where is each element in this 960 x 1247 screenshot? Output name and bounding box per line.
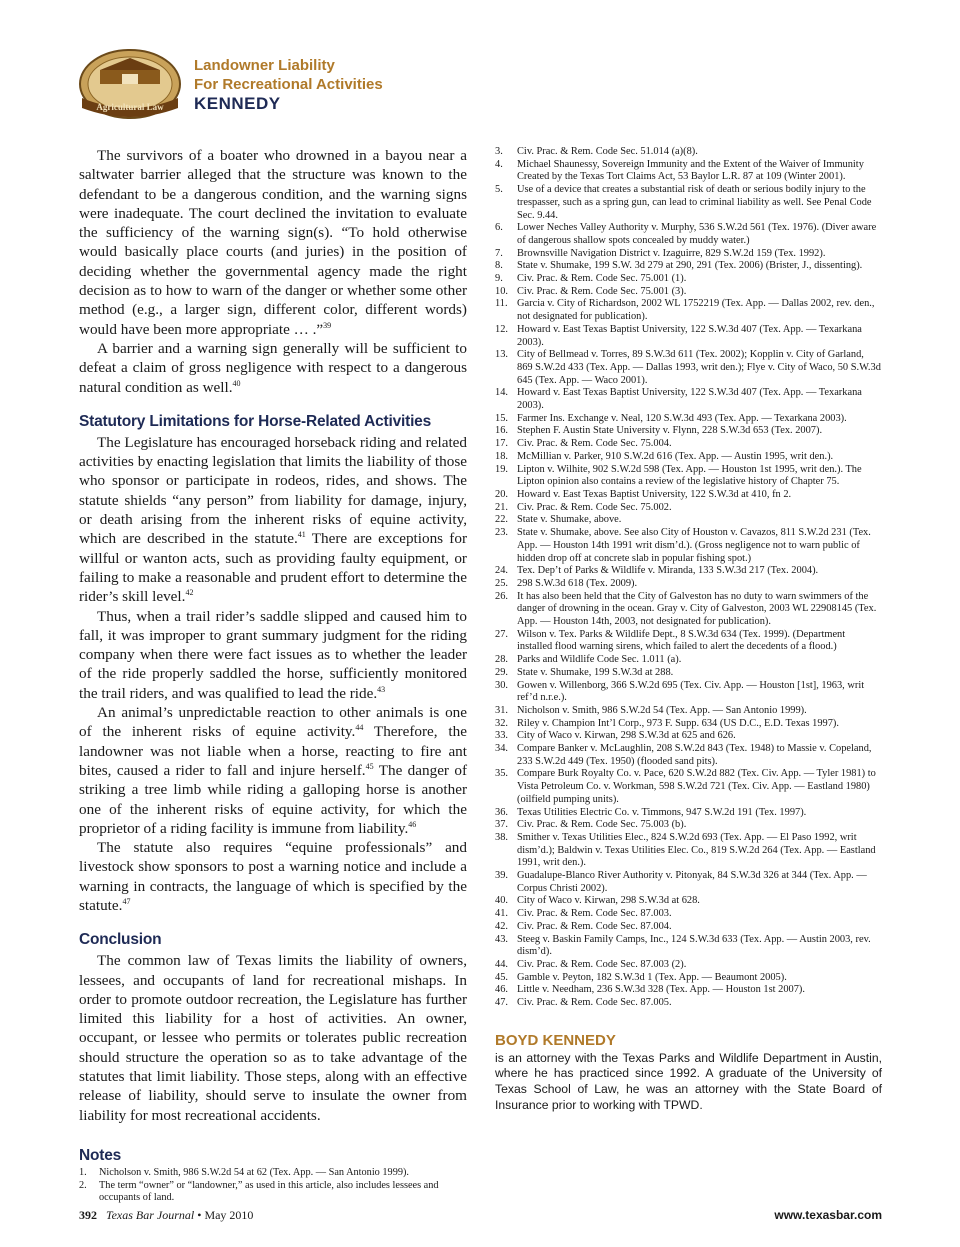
- footnote-ref: 46: [408, 819, 417, 829]
- footnote-item: [495, 260, 882, 273]
- footnote-number: 42.: [495, 920, 508, 932]
- footnote-item: [495, 984, 882, 997]
- footnote-number: 34.: [495, 743, 508, 755]
- footnote-number: 44.: [495, 959, 508, 970]
- page-number: 392: [79, 1208, 97, 1222]
- footnote-item: [79, 1167, 467, 1180]
- footnote-item: [495, 718, 882, 731]
- footnote-number: 14.: [495, 387, 508, 399]
- section-heading-equine: Statutory Limitations for Horse-Related Activities: [79, 412, 432, 430]
- footnote-item: [495, 730, 882, 743]
- notes-heading: Notes: [79, 1146, 122, 1164]
- footnote-text: Civ. Prac. & Rem. Code Sec. 75.002.: [517, 501, 672, 513]
- footnote-item: [495, 934, 882, 959]
- footnote-text: City of Waco v. Kirwan, 298 S.W.3d at 625 and 626.: [517, 730, 736, 742]
- footnote-item: [495, 387, 882, 412]
- footnote-text: Steeg v. Baskin Family Camps, Inc., 124 S.W.3d 633 (Tex. App. — Austin 2003, rev. dism’d).: [517, 933, 871, 958]
- paragraph-text: An animal’s unpredictable reaction to other animals is one of the inherent risks of equine activity.: [79, 704, 467, 741]
- footnote-text: State v. Shumake, 199 S.W. 3d 279 at 290, 291 (Tex. 2006) (Brister, J., dissenting).: [517, 260, 863, 272]
- header-title-line1: Landowner Liability: [194, 57, 335, 74]
- footnote-ref: 44: [355, 723, 364, 733]
- footnote-text: Wilson v. Tex. Parks & Wildlife Dept., 8 S.W.3d 634 (Tex. 1999). (Department installed flood warning sirens, which failed to alert the decedents of a flood.): [517, 628, 846, 653]
- footnote-text: Lipton v. Wilhite, 902 S.W.2d 598 (Tex. App. — Houston 1st 1995, writ den.). The Lipton opinion also contains a review of the legislative history of Chapter 75.: [517, 463, 862, 488]
- footnote-number: 1.: [79, 1166, 87, 1178]
- author-bio: is an attorney with the Texas Parks and Wildlife Department in Austin, where he has practiced since 1992. A graduate of the University of Texas School of Law, he was an attorney with the State Board of Insurance prior to working with TPWD.: [495, 1050, 882, 1112]
- footnote-number: 18.: [495, 450, 508, 462]
- paragraph: [79, 838, 467, 915]
- footnote-number: 35.: [495, 768, 508, 780]
- footnote-number: 16.: [495, 425, 508, 437]
- author-name: BOYD KENNEDY: [495, 1031, 616, 1049]
- paragraph: [79, 703, 467, 838]
- footnote-number: 13.: [495, 349, 508, 361]
- section-heading-conclusion: Conclusion: [79, 931, 162, 949]
- header-text: [194, 56, 383, 113]
- footnote-number: 23.: [495, 527, 508, 539]
- issue-date: May 2010: [204, 1208, 254, 1222]
- footnote-item: [495, 159, 882, 184]
- footnote-text: Little v. Needham, 236 S.W.3d 328 (Tex. App. — Houston 1st 2007).: [517, 984, 805, 996]
- footnote-item: [495, 921, 882, 934]
- footnote-item: [495, 464, 882, 489]
- footnote-number: 4.: [495, 158, 503, 170]
- footnote-text: Howard v. East Texas Baptist University, 122 S.W.3d 407 (Tex. App. — Texarkana 2003).: [517, 323, 862, 348]
- footnote-text: Nicholson v. Smith, 986 S.W.2d 54 (Tex. App. — San Antonio 1999).: [517, 704, 807, 716]
- footnote-number: 41.: [495, 908, 508, 920]
- left-column: [79, 146, 467, 1205]
- footnote-text: Civ. Prac. & Rem. Code Sec. 87.005.: [517, 997, 672, 1009]
- footnote-text: Gamble v. Peyton, 182 S.W.3d 1 (Tex. App. — Beaumont 2005).: [517, 971, 787, 983]
- footnote-number: 40.: [495, 895, 508, 907]
- paragraph-text: The danger of striking a tree limb while riding a galloping horse is another one of the inherent risks of equine activity, for which the proprietor of a riding facility is immune from liability.: [79, 761, 467, 837]
- footnote-text: Stephen F. Austin State University v. Flynn, 228 S.W.3d 653 (Tex. 2007).: [517, 425, 823, 437]
- footnote-item: [495, 743, 882, 768]
- footer-separator: •: [197, 1208, 202, 1222]
- footnote-text: State v. Shumake, above.: [517, 514, 622, 526]
- footnote-number: 32.: [495, 717, 508, 729]
- footnote-number: 37.: [495, 819, 508, 831]
- publication-name: Texas Bar Journal: [106, 1208, 195, 1222]
- footnote-item: [79, 1180, 467, 1205]
- footnote-item: [495, 832, 882, 870]
- footnote-item: [495, 489, 882, 502]
- agricultural-law-logo: [78, 48, 190, 120]
- footnote-number: 9.: [495, 273, 503, 285]
- footnote-number: 7.: [495, 247, 503, 259]
- footnote-number: 11.: [495, 298, 508, 310]
- logo-text: Agricultural Law: [96, 102, 164, 112]
- footnote-item: [495, 629, 882, 654]
- footnote-text: Civ. Prac. & Rem. Code Sec. 87.003.: [517, 908, 672, 920]
- right-column: [495, 146, 882, 1113]
- footer-left: [79, 1208, 253, 1223]
- footnote-number: 2.: [79, 1179, 87, 1191]
- footnote-text: Smither v. Texas Utilities Elec., 824 S.W.2d 693 (Tex. App. — El Paso 1992, writ dism’d.); Baldwin v. Texas Utilities Elec. Co., 819 S.W.2d 264 (Tex. App. — Eastland 1991, writ den.).: [517, 831, 876, 869]
- footnote-text: It has also been held that the City of Galveston has no duty to warn swimmers of the danger of drowning in the ocean. Gray v. City of Galveston, 2003 WL 22908145 (Tex. App. — Houston 14th, 2003, not designated for publication).: [517, 590, 877, 628]
- footnote-number: 25.: [495, 577, 508, 589]
- footnote-text: Tex. Dep’t of Parks & Wildlife v. Miranda, 133 S.W.3d 217 (Tex. 2004).: [517, 565, 819, 577]
- paragraph-text: The Legislature has encouraged horseback riding and related activities by enacting legislation that limits the liability of those who sponsor or participate in rodeos, rides, and shows. The statute shields “any person” from liability for damage, injury, or death arising from the inherent risks of equine activity, which are described in the statute.: [79, 433, 467, 548]
- footnote-number: 39.: [495, 870, 508, 882]
- footnote-number: 20.: [495, 488, 508, 500]
- footnote-item: [495, 807, 882, 820]
- footnote-number: 5.: [495, 184, 503, 196]
- footnote-item: [495, 972, 882, 985]
- paragraph-text: Therefore, the landowner was not liable when a horse, reacting to fire ant bites, caused a rider to fall and injure herself.: [79, 723, 467, 779]
- paragraph: [79, 607, 467, 703]
- footnote-ref: 40: [232, 378, 241, 388]
- footnote-text: Guadalupe-Blanco River Authority v. Pitonyak, 84 S.W.3d 326 at 344 (Tex. App. — Corpus Christi 2002).: [517, 870, 867, 894]
- footnote-ref: 47: [122, 896, 131, 906]
- footnote-item: [495, 997, 882, 1010]
- footnote-number: 22.: [495, 514, 508, 526]
- footnote-item: [495, 908, 882, 921]
- footnote-text: State v. Shumake, above. See also City of Houston v. Cavazos, 811 S.W.2d 231 (Tex. App. — Houston 14th 1991 writ dism’d.). (Gross negligence not to warn public of hidden drop off at concrete slab in popular fishing spot.): [517, 527, 871, 564]
- footnote-item: [495, 870, 882, 895]
- footnote-item: [495, 413, 882, 426]
- footnote-text: Farmer Ins. Exchange v. Neal, 120 S.W.3d 493 (Tex. App. — Texarkana 2003).: [517, 412, 847, 424]
- footnote-text: Civ. Prac. & Rem. Code Sec. 75.003 (b).: [517, 819, 687, 831]
- footnote-number: 10.: [495, 285, 508, 297]
- paragraph-text: Thus, when a trail rider’s saddle slipped and caused him to fall, it was improper to grant summary judgment for the riding company when there were fact issues as to whether the leader of the ride properly saddled the horse, sufficiently monitored the trail riders, and was qualified to lead the ride.: [79, 607, 467, 702]
- footnote-item: [495, 298, 882, 323]
- footnote-text: Texas Utilities Electric Co. v. Timmons, 947 S.W.2d 191 (Tex. 1997).: [517, 806, 807, 818]
- page-header: [78, 44, 478, 124]
- footnote-item: [495, 667, 882, 680]
- footnote-item: [495, 959, 882, 972]
- footnote-number: 30.: [495, 679, 508, 691]
- footnote-number: 21.: [495, 501, 508, 513]
- footnote-text: Civ. Prac. & Rem. Code Sec. 75.001 (1).: [517, 273, 687, 285]
- footnote-text: The term “owner” or “landowner,” as used in this article, also includes lessees and occupants of land.: [99, 1179, 439, 1204]
- footnote-text: Riley v. Champion Int’l Corp., 973 F. Supp. 634 (US D.C., E.D. Texas 1997).: [517, 717, 839, 729]
- notes-list: [79, 1167, 467, 1205]
- footnote-number: 12.: [495, 323, 508, 335]
- footnote-text: Lower Neches Valley Authority v. Murphy, 536 S.W.2d 561 (Tex. 1976). (Diver aware of dangerous shallow spots concealed by muddy water.): [517, 222, 877, 246]
- footnote-item: [495, 451, 882, 464]
- footnote-number: 6.: [495, 222, 503, 234]
- header-author: KENNEDY: [194, 94, 281, 113]
- footnote-text: Civ. Prac. & Rem. Code Sec. 87.004.: [517, 920, 672, 932]
- paragraph: The common law of Texas limits the liability of owners, lessees, and occupants of land for recreational mishaps. In order to promote outdoor recreation, the Legislature has further limited this liability for a host of activities. An owner, occupant, or lessee who permits or tolerates public recreation should structure the operation so as to take advantage of the statutes that limit liability. Those steps, along with an effective release of liability, should serve to insulate the owner from liability for most recreational accidents.: [79, 952, 467, 1124]
- footnote-number: 29.: [495, 666, 508, 678]
- footnote-text: Gowen v. Willenborg, 366 S.W.2d 695 (Tex. Civ. App. — Houston [1st], 1963, writ ref’d n.r.e.).: [517, 679, 865, 704]
- footnote-item: [495, 768, 882, 806]
- footnote-item: [495, 146, 882, 159]
- paragraph-text: The statute also requires “equine professionals” and livestock show sponsors to post a warning notice and include a warning in contracts, the language of which is specified by the statute.: [79, 839, 467, 914]
- footnote-item: [495, 591, 882, 629]
- footnote-number: 36.: [495, 806, 508, 818]
- footnote-text: Civ. Prac. & Rem. Code Sec. 51.014 (a)(8).: [517, 146, 698, 157]
- footnote-item: [495, 705, 882, 718]
- footnote-item: [495, 273, 882, 286]
- footnote-ref: 41: [297, 530, 306, 540]
- footnote-text: City of Bellmead v. Torres, 89 S.W.3d 611 (Tex. 2002); Kopplin v. City of Garland, 869 S.W.2d 433 (Tex. App. — Dallas 1993, writ den.); Flye v. City of Waco, 50 S.W.3d 645 (Tex. App. — Waco 2001).: [517, 349, 881, 386]
- paragraph-text: The survivors of a boater who drowned in a bayou near a saltwater barrier alleged that the structure was known to the defendant to be a dangerous condition, and the warning signs were inadequate. The court declined the invitation to evaluate the sufficiency of the warning sign(s). “To hold otherwise would basically place courts (and juries) in the position of deciding whether the governmental agency made the right decision as to how to warn of the danger or whether some other method (e.g., a larger sign, different color, different words) would have been more appropriate … .”: [79, 147, 467, 338]
- header-title-line2: For Recreational Activities: [194, 76, 383, 93]
- footnote-item: [495, 286, 882, 299]
- footnote-item: [495, 578, 882, 591]
- footnote-ref: 43: [377, 684, 386, 694]
- footnote-item: [495, 895, 882, 908]
- footnote-number: 26.: [495, 590, 508, 602]
- footnote-number: 28.: [495, 654, 508, 666]
- paragraph: [79, 339, 467, 397]
- footnote-item: [495, 527, 882, 565]
- footnote-number: 17.: [495, 438, 508, 450]
- footnote-item: [495, 184, 882, 222]
- footnote-text: Compare Banker v. McLaughlin, 208 S.W.2d 843 (Tex. 1948) to Massie v. Copeland, 233 S.W.2d 449 (Tex. 1950) (flooded sand pits).: [517, 743, 872, 767]
- footnote-number: 31.: [495, 704, 508, 716]
- footnote-text: Civ. Prac. & Rem. Code Sec. 75.001 (3).: [517, 285, 687, 297]
- footnote-text: McMillian v. Parker, 910 S.W.2d 616 (Tex. App. — Austin 1995, writ den.).: [517, 450, 834, 462]
- footnote-text: Brownsville Navigation District v. Izaguirre, 829 S.W.2d 159 (Tex. 1992).: [517, 247, 826, 259]
- footnote-number: 27.: [495, 628, 508, 640]
- paragraph-text: A barrier and a warning sign generally will be sufficient to defeat a claim of gross negligence with respect to a dangerous natural condition as well.: [79, 339, 467, 396]
- footnote-item: [495, 349, 882, 387]
- footnote-number: 45.: [495, 971, 508, 983]
- paragraph: [79, 433, 467, 607]
- paragraph: [79, 146, 467, 339]
- footnotes-list: [495, 146, 882, 1010]
- footnote-item: [495, 502, 882, 515]
- footnote-item: [495, 438, 882, 451]
- footnote-number: 43.: [495, 933, 508, 945]
- footnote-text: Howard v. East Texas Baptist University, 122 S.W.3d at 410, fn 2.: [517, 488, 792, 500]
- footnote-ref: 39: [323, 320, 332, 330]
- footnote-text: Civ. Prac. & Rem. Code Sec. 75.004.: [517, 438, 672, 450]
- footnote-text: State v. Shumake, 199 S.W.3d at 288.: [517, 666, 674, 678]
- footnote-number: 3.: [495, 146, 503, 157]
- paragraph-text: There are exceptions for willful or wanton acts, such as providing faulty equipment, or failing to make a reasonable and prudent effort to determine the rider’s skill level.: [79, 530, 468, 606]
- footnote-item: [495, 514, 882, 527]
- footnote-item: [495, 654, 882, 667]
- footnote-number: 33.: [495, 730, 508, 742]
- footnote-number: 38.: [495, 831, 508, 843]
- footnote-text: Nicholson v. Smith, 986 S.W.2d 54 at 62 (Tex. App. — San Antonio 1999).: [99, 1166, 409, 1178]
- footnote-text: Parks and Wildlife Code Sec. 1.011 (a).: [517, 654, 682, 666]
- footnote-ref: 45: [365, 761, 374, 771]
- footnote-item: [495, 222, 882, 247]
- footnote-text: Howard v. East Texas Baptist University, 122 S.W.3d 407 (Tex. App. — Texarkana 2003).: [517, 387, 862, 412]
- footnote-number: 46.: [495, 984, 508, 996]
- footnote-item: [495, 324, 882, 349]
- footnote-text: Civ. Prac. & Rem. Code Sec. 87.003 (2).: [517, 959, 687, 970]
- footnote-item: [495, 248, 882, 261]
- footnote-text: Michael Shaunessy, Sovereign Immunity and the Extent of the Waiver of Immunity Created by the Texas Tort Claims Act, 53 Baylor L.R. 87 at 109 (Winter 2001).: [517, 158, 864, 183]
- footnote-text: 298 S.W.3d 618 (Tex. 2009).: [517, 577, 638, 589]
- footnote-number: 24.: [495, 565, 508, 577]
- footnote-text: City of Waco v. Kirwan, 298 S.W.3d at 628.: [517, 895, 700, 907]
- footnote-number: 19.: [495, 463, 508, 475]
- footnote-text: Use of a device that creates a substantial risk of death or serious bodily injury to the trespasser, such as a spring gun, can lead to criminal liability as well. See Penal Code Sec. 9.44.: [517, 184, 872, 221]
- footnote-item: [495, 680, 882, 705]
- footnote-number: 8.: [495, 260, 503, 272]
- footnote-number: 15.: [495, 412, 508, 424]
- footnote-ref: 42: [185, 588, 194, 598]
- footnote-text: Garcia v. City of Richardson, 2002 WL 1752219 (Tex. App. — Dallas 2002, rev. den., not designated for publication).: [517, 298, 875, 323]
- footnote-number: 47.: [495, 997, 508, 1009]
- website-link[interactable]: www.texasbar.com: [774, 1208, 882, 1222]
- footnote-item: [495, 565, 882, 578]
- footnote-item: [495, 819, 882, 832]
- footnote-item: [495, 425, 882, 438]
- footnote-text: Compare Burk Royalty Co. v. Pace, 620 S.W.2d 882 (Tex. Civ. App. — Tyler 1981) to Vista Petroleum Co. v. Workman, 598 S.W.2d 721 (Tex. Civ. App. — Eastland 1980) (oilfield pumping units).: [517, 768, 876, 805]
